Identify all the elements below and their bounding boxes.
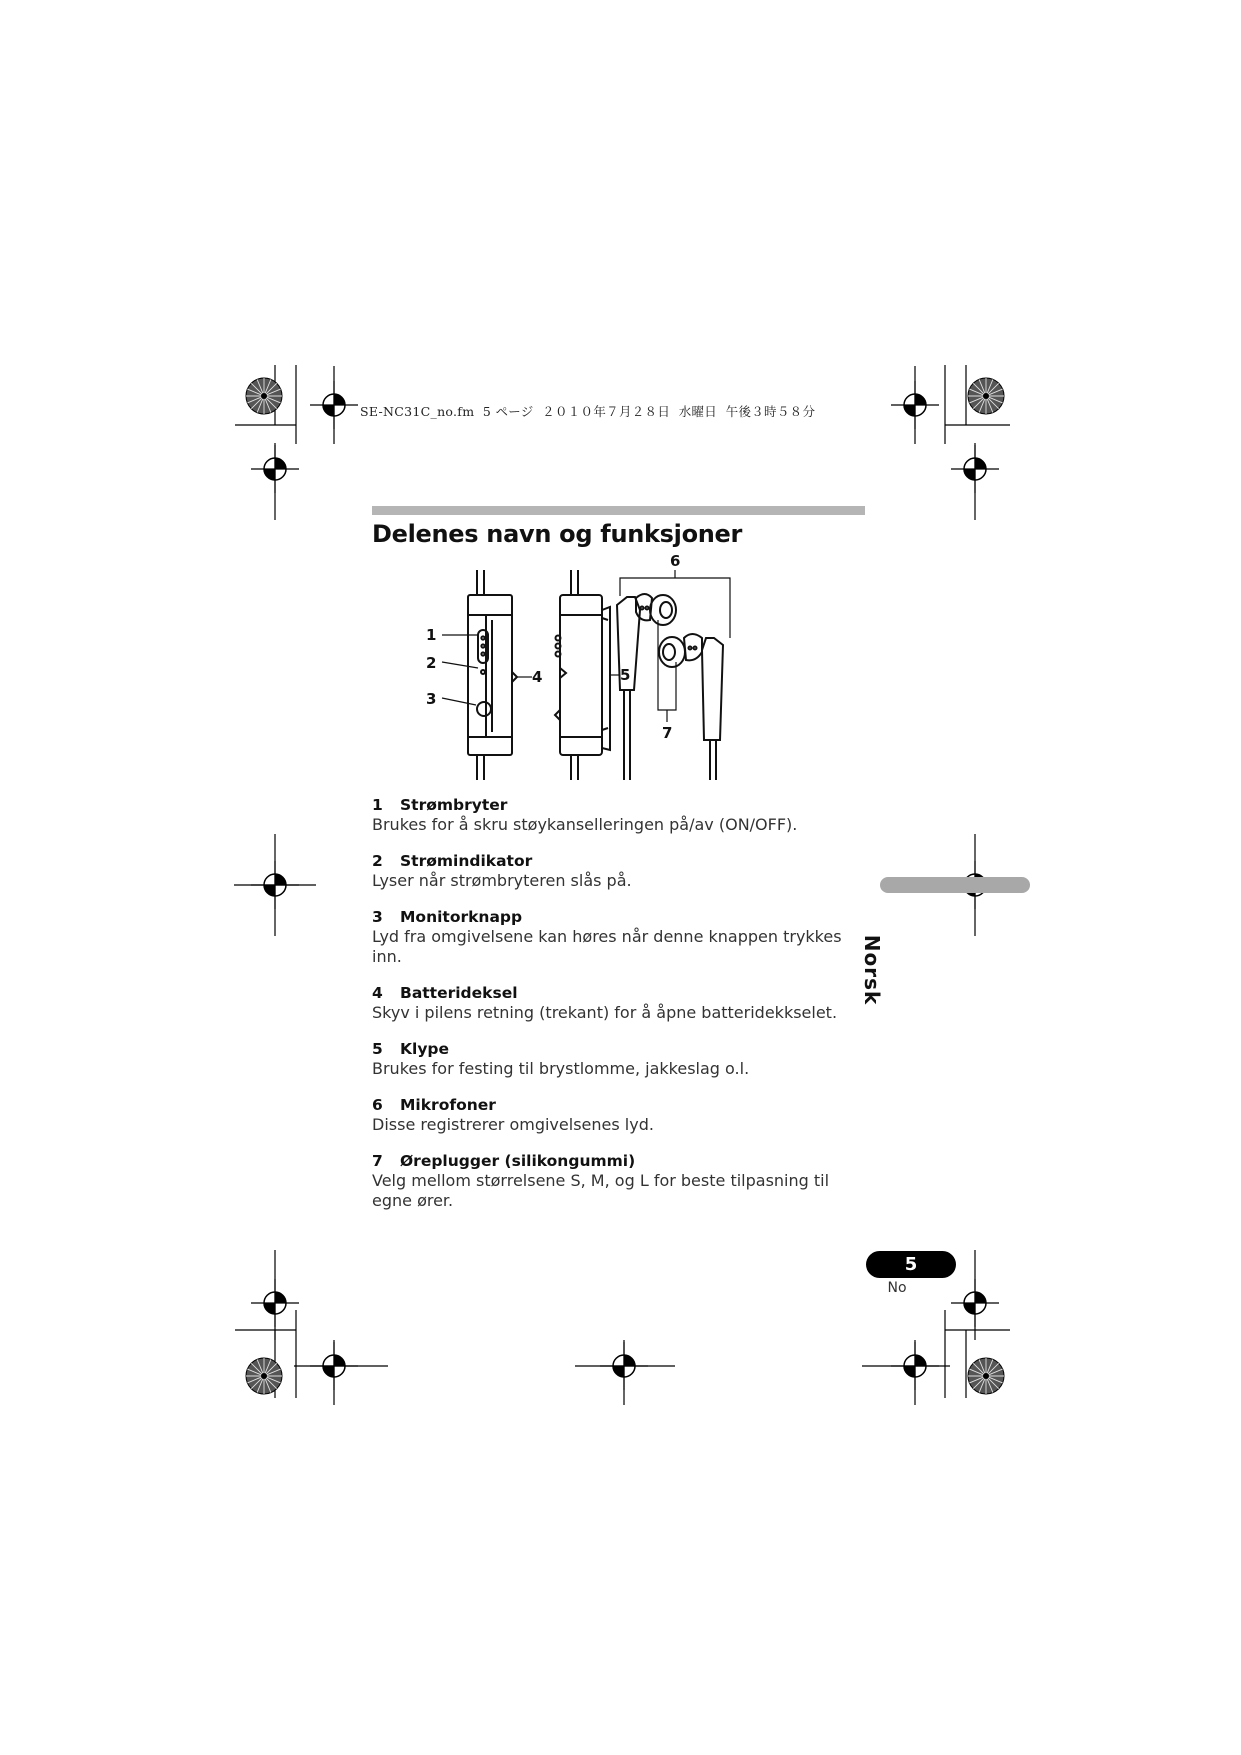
part-name: Batterideksel: [400, 984, 518, 1002]
callout-7: 7: [662, 724, 673, 742]
earbud-left: [617, 594, 676, 780]
part-name: Mikrofoner: [400, 1096, 496, 1114]
callout-5: 5: [620, 666, 631, 684]
part-number: 1: [372, 796, 383, 814]
part-heading: [372, 1095, 872, 1115]
title-rule: [372, 506, 865, 515]
list-item: [372, 795, 872, 835]
part-heading: [372, 983, 872, 1003]
list-item: [372, 1039, 872, 1079]
control-box-front: [468, 570, 517, 780]
part-description: Lyd fra omgivelsene kan høres når denne knappen trykkes inn.: [372, 927, 842, 966]
list-item: [372, 1095, 872, 1135]
part-name: Øreplugger (silikongummi): [400, 1152, 636, 1170]
page-language-code: No: [887, 1280, 907, 1296]
list-item: [372, 983, 872, 1023]
callout-6: 6: [670, 552, 681, 570]
part-number: 4: [372, 984, 383, 1002]
part-number: 6: [372, 1096, 383, 1114]
list-item: [372, 851, 872, 891]
callout-3: 3: [426, 690, 437, 708]
callout-4: 4: [532, 668, 543, 686]
callout-2: 2: [426, 654, 437, 672]
file-info-header: SE-NC31C_no.fm 5 ページ ２０１０年７月２８日 水曜日 午後３時５８分: [360, 404, 816, 419]
headphone-parts-diagram: [420, 550, 820, 785]
part-heading: [372, 907, 872, 927]
part-heading: [372, 1151, 872, 1171]
callout-1: 1: [426, 626, 437, 644]
part-name: Strømbryter: [400, 796, 508, 814]
language-tab: [880, 877, 1030, 893]
control-box-side: [555, 570, 610, 780]
part-description: Skyv i pilens retning (trekant) for å åpne batteridekkselet.: [372, 1003, 838, 1022]
language-label: Norsk: [860, 934, 884, 1006]
earbud-right: [659, 634, 723, 780]
part-name: Klype: [400, 1040, 450, 1058]
list-item: [372, 1151, 872, 1211]
page-title: Delenes navn og funksjoner: [372, 520, 743, 548]
part-number: 3: [372, 908, 383, 926]
part-description: Velg mellom størrelsene S, M, og L for beste tilpasning til egne ører.: [372, 1171, 830, 1210]
part-number: 7: [372, 1152, 383, 1170]
part-description: Brukes for festing til brystlomme, jakkeslag o.l.: [372, 1059, 750, 1078]
part-number: 5: [372, 1040, 383, 1058]
part-name: Monitorknapp: [400, 908, 523, 926]
list-item: [372, 907, 872, 967]
part-description: Lyser når strømbryteren slås på.: [372, 871, 632, 890]
parts-list: [372, 795, 872, 1227]
part-heading: [372, 1039, 872, 1059]
part-heading: [372, 851, 872, 871]
part-description: Brukes for å skru støykanselleringen på/av (ON/OFF).: [372, 815, 798, 834]
part-description: Disse registrerer omgivelsenes lyd.: [372, 1115, 654, 1134]
part-name: Strømindikator: [400, 852, 533, 870]
page-number: 5: [866, 1251, 956, 1278]
part-heading: [372, 795, 872, 815]
part-number: 2: [372, 852, 383, 870]
